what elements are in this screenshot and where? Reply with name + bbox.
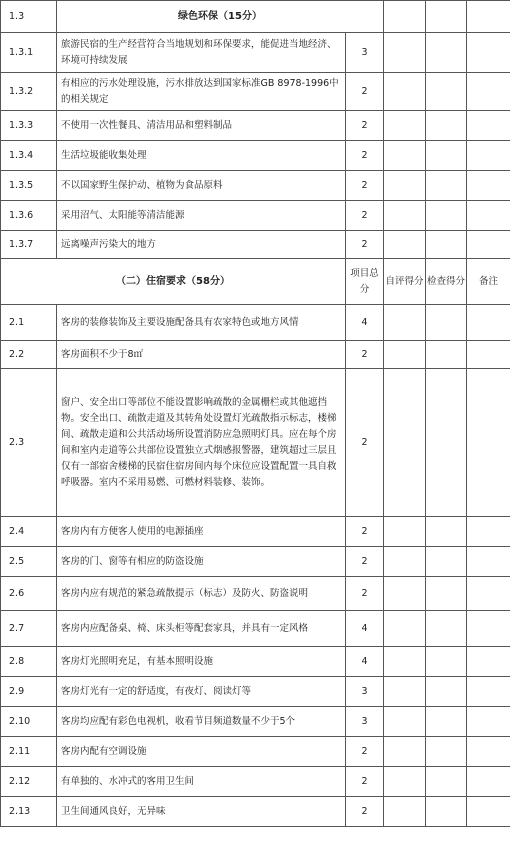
note-cell [467, 369, 510, 517]
table-row [1, 341, 510, 369]
item-description: 窗户、安全出口等部位不能设置影响疏散的金属栅栏或其他遮挡物。安全出口、疏散走道及其转角处设置灯光疏散指示标志，楼梯间、疏散走道和公共活动场所设置消防应急照明灯具。应在每个房间和室内走道等公共部位设置独立式烟感报警器，建筑超过三层且仅有一部宿舍楼梯的民宿住宿房间内每个床位应设置配置一具自救呼吸器。室内不采用易燃、可燃材料装修、装饰。 [57, 369, 346, 517]
note-cell [467, 767, 510, 797]
check-score-cell [426, 547, 467, 577]
col-note-header: 备注 [467, 259, 510, 305]
item-id: 2.1 [1, 305, 57, 341]
item-description: 客房内应配备桌、椅、床头柜等配套家具，并具有一定风格 [57, 611, 346, 647]
item-id: 2.8 [1, 647, 57, 677]
check-score-cell [426, 611, 467, 647]
item-description: 生活垃圾能收集处理 [57, 141, 346, 171]
section-id: 1.3 [1, 1, 57, 33]
self-score-cell [384, 171, 426, 201]
item-description: 客房灯光照明充足，有基本照明设施 [57, 647, 346, 677]
self-score-cell [384, 33, 426, 73]
item-score: 2 [346, 141, 384, 171]
item-score: 2 [346, 201, 384, 231]
item-description: 客房均应配有彩色电视机，收看节目频道数量不少于5个 [57, 707, 346, 737]
item-description: 卫生间通风良好，无异味 [57, 797, 346, 827]
item-id: 1.3.7 [1, 231, 57, 259]
item-score: 3 [346, 33, 384, 73]
note-cell [467, 737, 510, 767]
item-score: 3 [346, 707, 384, 737]
check-score-cell [426, 73, 467, 111]
table-row [1, 171, 510, 201]
self-score-cell [384, 369, 426, 517]
note-cell [467, 677, 510, 707]
item-description: 有相应的污水处理设施，污水排放达到国家标准GB 8978-1996中的相关规定 [57, 73, 346, 111]
check-score-cell [426, 577, 467, 611]
note-cell [467, 647, 510, 677]
item-id: 2.7 [1, 611, 57, 647]
check-score-cell [426, 737, 467, 767]
check-score-cell [426, 33, 467, 73]
check-score-cell [426, 707, 467, 737]
self-score-cell [384, 201, 426, 231]
table-row [1, 73, 510, 111]
table-row [1, 111, 510, 141]
check-score-cell [426, 767, 467, 797]
self-score-cell [384, 611, 426, 647]
note-cell [467, 611, 510, 647]
self-score-cell [384, 767, 426, 797]
item-id: 2.3 [1, 369, 57, 517]
check-score-cell [426, 341, 467, 369]
note-cell [467, 141, 510, 171]
item-id: 2.2 [1, 341, 57, 369]
self-score-cell [384, 737, 426, 767]
item-score: 2 [346, 341, 384, 369]
note-cell [467, 231, 510, 259]
note-cell [467, 111, 510, 141]
check-score-cell [426, 111, 467, 141]
item-score: 4 [346, 611, 384, 647]
section-title: 绿色环保（15分） [57, 1, 384, 33]
self-score-cell [384, 341, 426, 369]
item-description: 客房的门、窗等有相应的防盗设施 [57, 547, 346, 577]
self-score-cell [384, 231, 426, 259]
item-score: 4 [346, 305, 384, 341]
item-id: 2.5 [1, 547, 57, 577]
self-score-cell [384, 111, 426, 141]
note-cell [467, 305, 510, 341]
item-score: 2 [346, 797, 384, 827]
item-score: 2 [346, 111, 384, 141]
item-score: 2 [346, 369, 384, 517]
item-description: 客房面积不少于8㎡ [57, 341, 346, 369]
table-row [1, 33, 510, 73]
item-id: 2.10 [1, 707, 57, 737]
check-score-cell [426, 647, 467, 677]
table-row [1, 141, 510, 171]
item-id: 2.12 [1, 767, 57, 797]
table-row [1, 201, 510, 231]
item-score: 2 [346, 767, 384, 797]
item-score: 2 [346, 517, 384, 547]
table-row [1, 517, 510, 547]
table-row [1, 647, 510, 677]
note-cell [467, 547, 510, 577]
table-row [1, 707, 510, 737]
check-score-cell [426, 141, 467, 171]
table-row [1, 767, 510, 797]
item-description: 客房内有方便客人使用的电源插座 [57, 517, 346, 547]
item-id: 1.3.6 [1, 201, 57, 231]
self-score-cell [384, 677, 426, 707]
item-id: 1.3.3 [1, 111, 57, 141]
check-score-cell [426, 201, 467, 231]
item-score: 2 [346, 231, 384, 259]
table-row [1, 231, 510, 259]
self-score-cell [384, 797, 426, 827]
item-score: 2 [346, 577, 384, 611]
self-score-cell [384, 707, 426, 737]
item-description: 采用沼气、太阳能等清洁能源 [57, 201, 346, 231]
note-cell [467, 707, 510, 737]
item-description: 不以国家野生保护动、植物为食品原料 [57, 171, 346, 201]
note-cell [467, 33, 510, 73]
lodging-header-row [1, 259, 510, 305]
note-cell [467, 341, 510, 369]
self-score-cell [384, 647, 426, 677]
self-score-cell [384, 73, 426, 111]
self-score-cell [384, 305, 426, 341]
note-cell [467, 73, 510, 111]
item-id: 2.9 [1, 677, 57, 707]
item-description: 客房内配有空调设施 [57, 737, 346, 767]
note-cell [467, 797, 510, 827]
item-id: 1.3.5 [1, 171, 57, 201]
note-cell [467, 577, 510, 611]
item-score: 2 [346, 171, 384, 201]
check-score-cell [426, 369, 467, 517]
item-description: 客房灯光有一定的舒适度，有夜灯、阅读灯等 [57, 677, 346, 707]
note-cell [467, 171, 510, 201]
item-id: 1.3.2 [1, 73, 57, 111]
section-title: （二）住宿要求（58分） [1, 259, 346, 305]
self-score-cell [384, 547, 426, 577]
check-score-cell [426, 231, 467, 259]
table-row [1, 577, 510, 611]
item-score: 2 [346, 73, 384, 111]
col-self-header: 自评得分 [384, 259, 426, 305]
item-score: 4 [346, 647, 384, 677]
table-row [1, 737, 510, 767]
item-description: 客房的装修装饰及主要设施配备具有农家特色或地方风情 [57, 305, 346, 341]
item-id: 2.6 [1, 577, 57, 611]
item-score: 3 [346, 677, 384, 707]
check-score-cell [426, 171, 467, 201]
item-description: 客房内应有规范的紧急疏散提示（标志）及防火、防盗说明 [57, 577, 346, 611]
self-score-cell [384, 577, 426, 611]
check-score-cell [426, 677, 467, 707]
item-score: 2 [346, 737, 384, 767]
note-cell [467, 201, 510, 231]
check-score-cell [426, 517, 467, 547]
item-description: 远离噪声污染大的地方 [57, 231, 346, 259]
table-row [1, 547, 510, 577]
green-section-row [1, 1, 510, 33]
table-row [1, 677, 510, 707]
item-description: 有单独的、水冲式的客用卫生间 [57, 767, 346, 797]
table-row [1, 797, 510, 827]
check-score-cell [426, 797, 467, 827]
item-description: 旅游民宿的生产经营符合当地规划和环保要求，能促进当地经济、环境可持续发展 [57, 33, 346, 73]
item-id: 2.13 [1, 797, 57, 827]
item-description: 不使用一次性餐具、清洁用品和塑料制品 [57, 111, 346, 141]
item-id: 2.4 [1, 517, 57, 547]
table-body [1, 1, 510, 827]
table-row [1, 611, 510, 647]
item-id: 2.11 [1, 737, 57, 767]
table-row [1, 305, 510, 341]
check-score-cell [426, 305, 467, 341]
table-row [1, 369, 510, 517]
self-score-cell [384, 517, 426, 547]
item-id: 1.3.4 [1, 141, 57, 171]
col-total-header: 项目总分 [346, 259, 384, 305]
col-check-header: 检查得分 [426, 259, 467, 305]
self-score-cell [384, 141, 426, 171]
item-id: 1.3.1 [1, 33, 57, 73]
item-score: 2 [346, 547, 384, 577]
note-cell [467, 517, 510, 547]
